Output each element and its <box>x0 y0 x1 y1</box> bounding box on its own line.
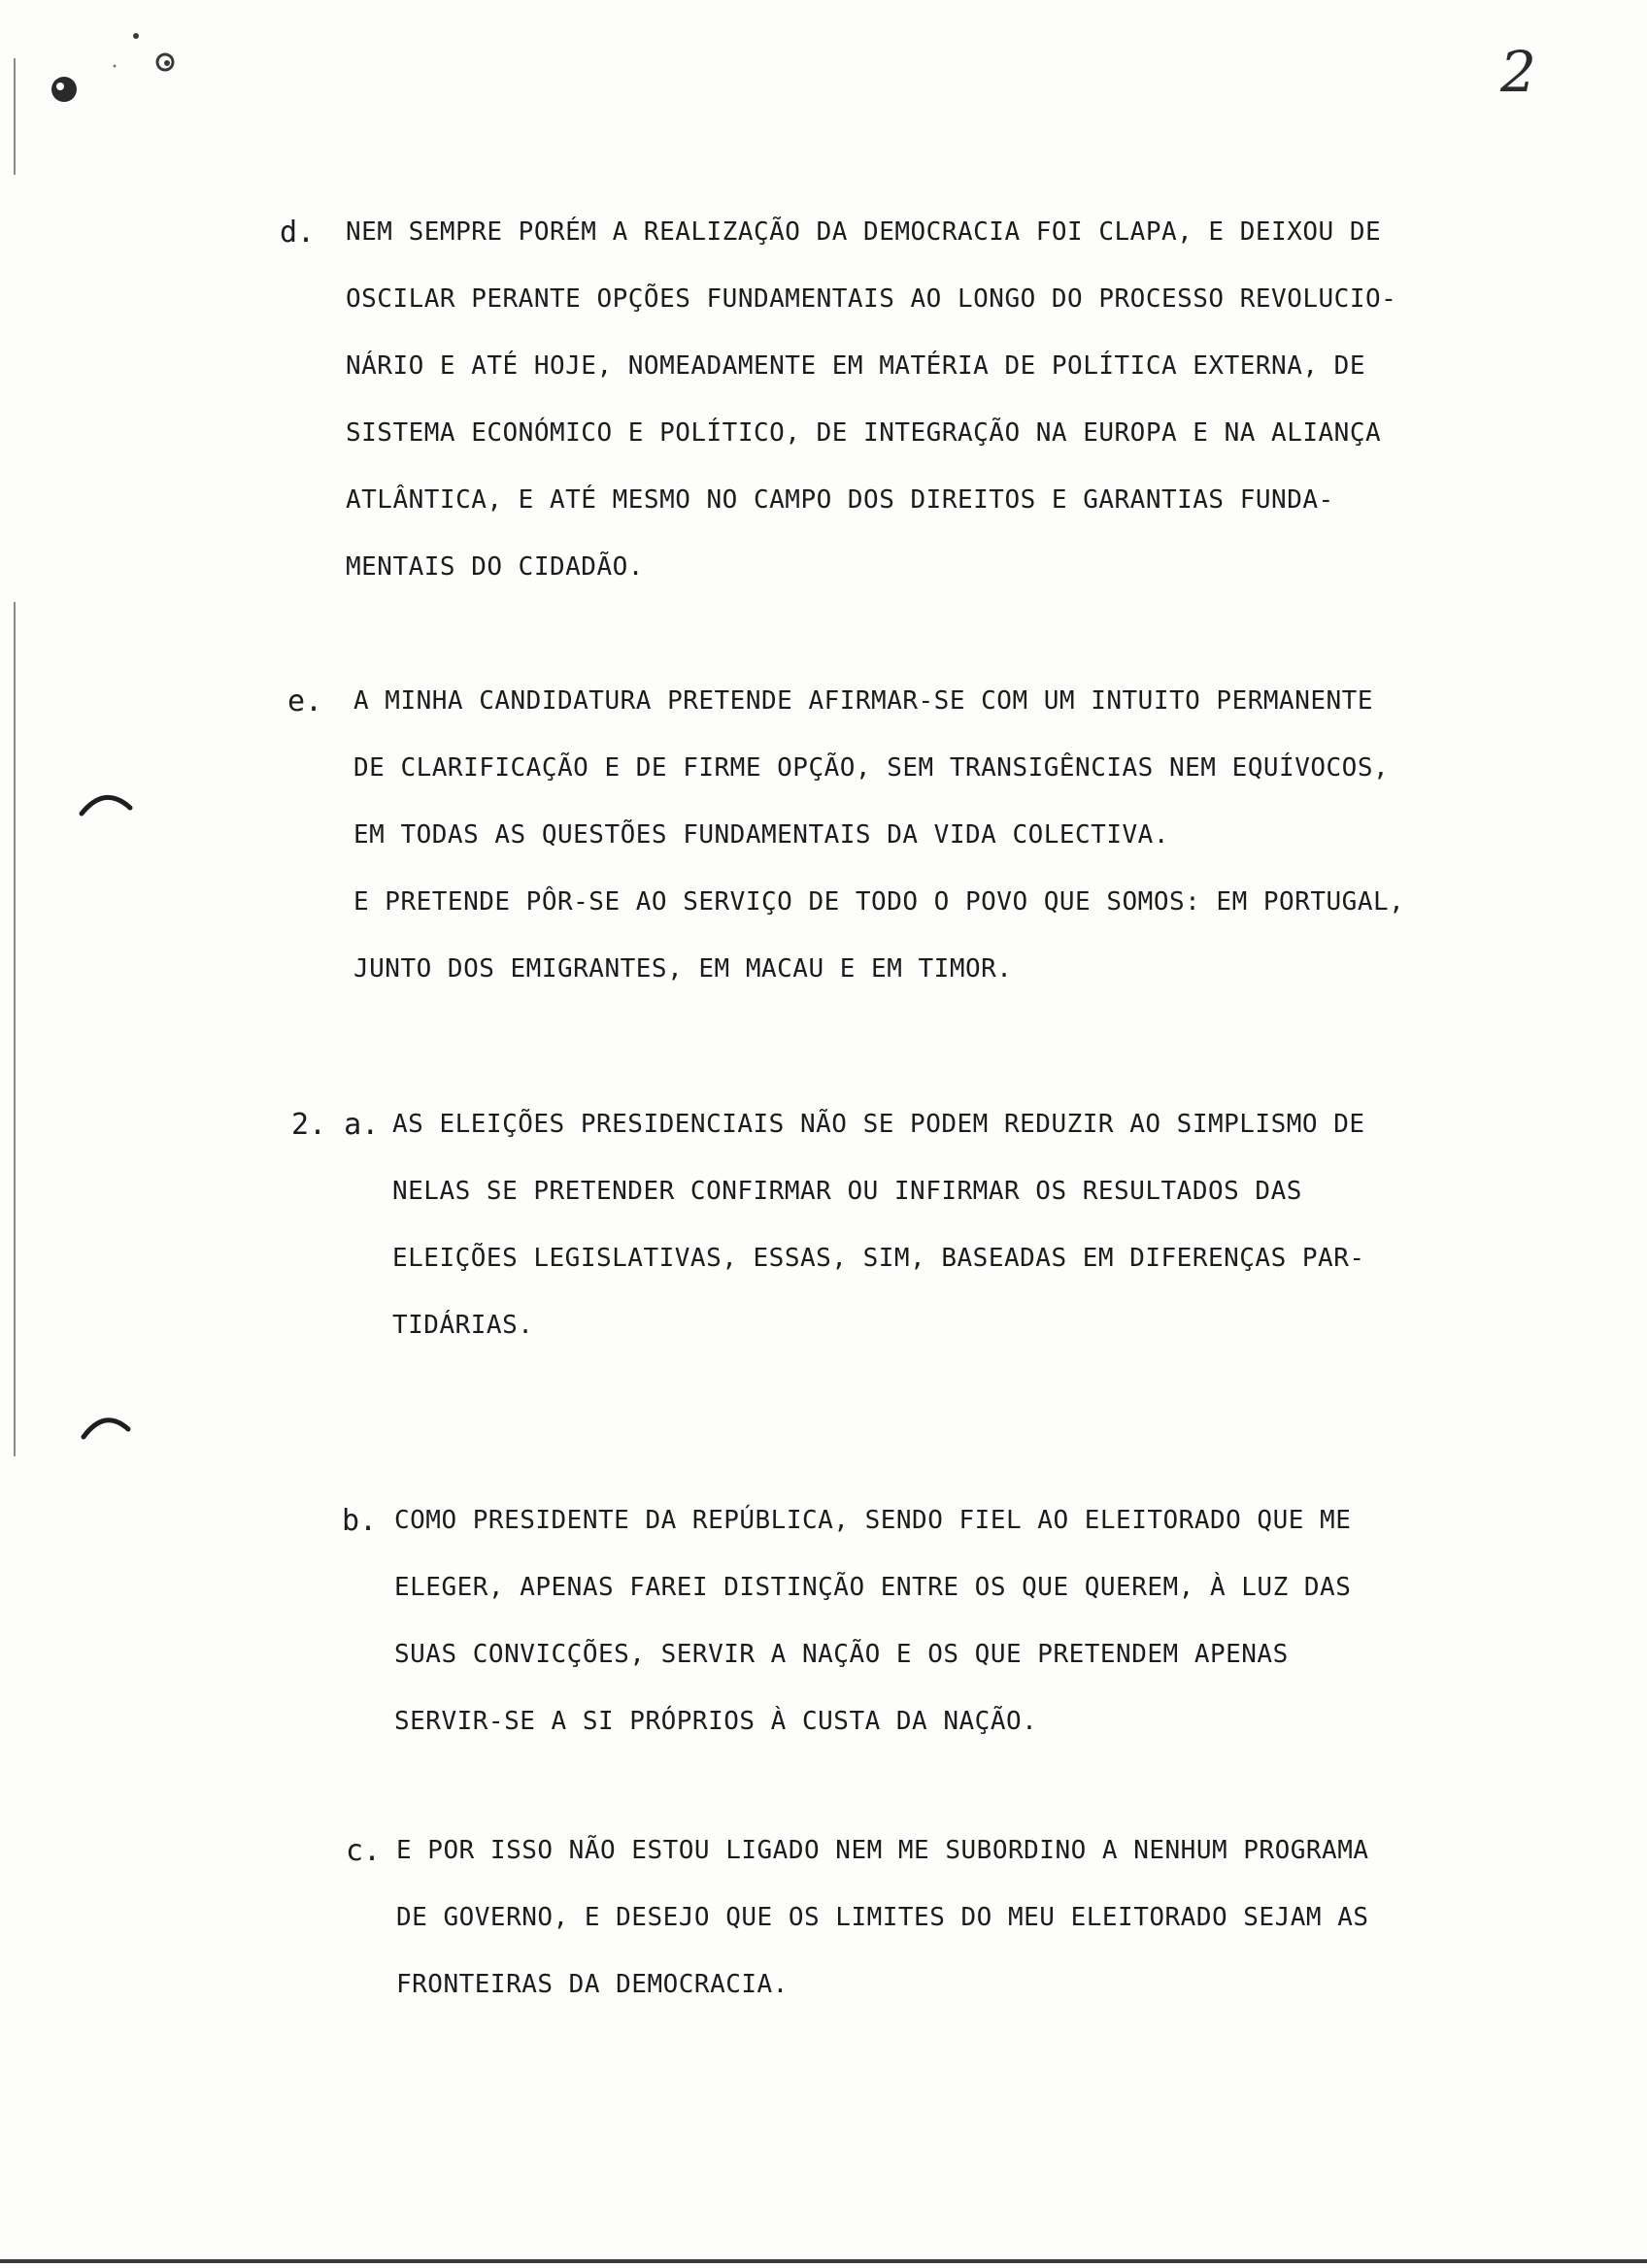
text-line: DE CLARIFICAÇÃO E DE FIRME OPÇÃO, SEM TRANSIGÊNCIAS NEM EQUÍVOCOS, <box>353 753 1390 783</box>
page-number: 2 <box>1500 39 1536 105</box>
text-line: E POR ISSO NÃO ESTOU LIGADO NEM ME SUBORDINO A NENHUM PROGRAMA <box>396 1836 1369 1865</box>
paragraph-e <box>353 668 1404 1003</box>
staple-mark-icon <box>51 33 173 102</box>
text-line: NÁRIO E ATÉ HOJE, NOMEADAMENTE EM MATÉRIA DE POLÍTICA EXTERNA, DE <box>346 351 1365 381</box>
text-line: JUNTO DOS EMIGRANTES, EM MACAU E EM TIMOR. <box>353 954 1013 984</box>
text-line: COMO PRESIDENTE DA REPÚBLICA, SENDO FIEL AO ELEITORADO QUE ME <box>394 1506 1352 1535</box>
section-marker: e. <box>287 684 323 718</box>
text-line: A MINHA CANDIDATURA PRETENDE AFIRMAR-SE COM UM INTUITO PERMANENTE <box>353 686 1373 716</box>
paragraph-c <box>396 1818 1369 2018</box>
punch-hole-arc-icon <box>82 797 130 814</box>
paragraph-b <box>394 1487 1351 1755</box>
text-line: E PRETENDE PÔR-SE AO SERVIÇO DE TODO O POVO QUE SOMOS: EM PORTUGAL, <box>353 887 1405 917</box>
section-marker: 2. a. <box>291 1108 380 1142</box>
text-line: MENTAIS DO CIDADÃO. <box>346 552 644 582</box>
paragraph-2a <box>392 1091 1365 1359</box>
section-marker: c. <box>346 1834 382 1868</box>
text-line: SERVIR-SE A SI PRÓPRIOS À CUSTA DA NAÇÃO. <box>394 1707 1038 1736</box>
section-marker: b. <box>342 1504 378 1538</box>
text-line: NELAS SE PRETENDER CONFIRMAR OU INFIRMAR OS RESULTADOS DAS <box>392 1177 1302 1206</box>
text-line: FRONTEIRAS DA DEMOCRACIA. <box>396 1970 789 1999</box>
punch-hole-arc-icon <box>84 1420 128 1437</box>
text-line: TIDÁRIAS. <box>392 1311 534 1340</box>
scan-edge-line <box>14 58 16 175</box>
text-line: SISTEMA ECONÓMICO E POLÍTICO, DE INTEGRAÇÃO NA EUROPA E NA ALIANÇA <box>346 418 1382 448</box>
text-line: SUAS CONVICÇÕES, SERVIR A NAÇÃO E OS QUE PRETENDEM APENAS <box>394 1640 1289 1669</box>
text-line: ATLÂNTICA, E ATÉ MESMO NO CAMPO DOS DIREITOS E GARANTIAS FUNDA- <box>346 485 1334 515</box>
text-line: EM TODAS AS QUESTÕES FUNDAMENTAIS DA VIDA COLECTIVA. <box>353 820 1169 850</box>
text-line: ELEGER, APENAS FAREI DISTINÇÃO ENTRE OS QUE QUEREM, À LUZ DAS <box>394 1573 1352 1602</box>
paragraph-d <box>346 199 1396 601</box>
section-marker: d. <box>280 216 316 250</box>
text-line: OSCILAR PERANTE OPÇÕES FUNDAMENTAIS AO LONGO DO PROCESSO REVOLUCIO- <box>346 284 1397 314</box>
scan-artifacts <box>0 0 194 1456</box>
scan-edge-line <box>14 602 16 1456</box>
text-line: NEM SEMPRE PORÉM A REALIZAÇÃO DA DEMOCRACIA FOI CLAPA, E DEIXOU DE <box>346 217 1382 247</box>
text-line: ELEIÇÕES LEGISLATIVAS, ESSAS, SIM, BASEADAS EM DIFERENÇAS PAR- <box>392 1244 1365 1273</box>
page-bottom-edge <box>0 2259 1647 2263</box>
text-line: DE GOVERNO, E DESEJO QUE OS LIMITES DO MEU ELEITORADO SEJAM AS <box>396 1903 1369 1932</box>
text-line: AS ELEIÇÕES PRESIDENCIAIS NÃO SE PODEM REDUZIR AO SIMPLISMO DE <box>392 1110 1365 1139</box>
